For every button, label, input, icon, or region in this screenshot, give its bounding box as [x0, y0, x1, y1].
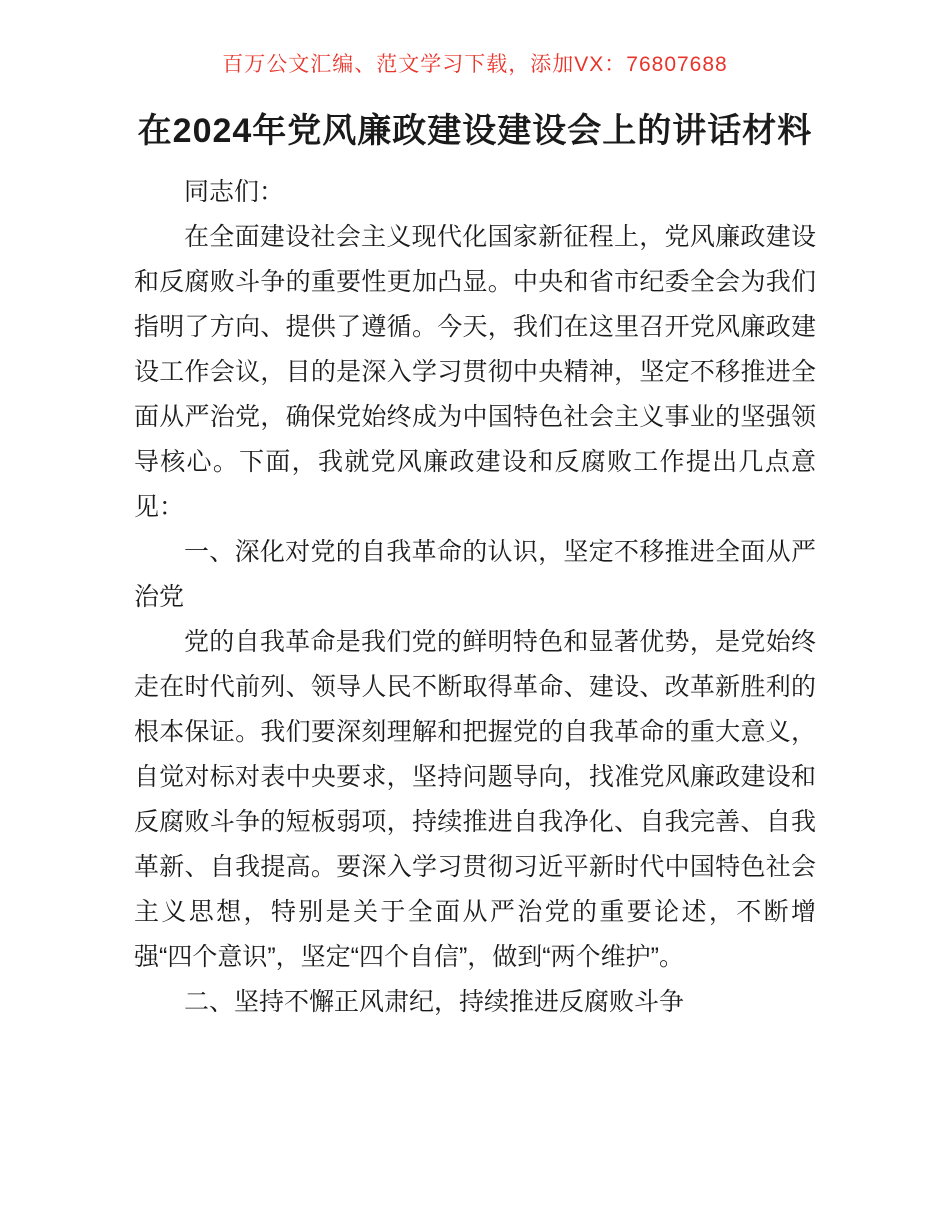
document-title: 在2024年党风廉政建设建设会上的讲话材料 [137, 112, 813, 150]
promo-notice: 百万公文汇编、范文学习下载，添加VX：76807688 [222, 53, 728, 76]
salutation: 同志们： [184, 178, 285, 206]
paragraph-section-1: 党的自我革命是我们党的鲜明特色和显著优势，是党始终走在时代前列、领导人民不断取得革命、建设、改革新胜利的根本保证。我们要深刻理解和把握党的自我革命的重大意义，自觉对标对表中央要求，坚持问题导向，找准党风廉政建设和反腐败斗争的短板弱项，持续推进自我净化、自我完善、自我革新、自我提高。要深入学习贯彻习近平新时代中国特色社会主义思想，特别是关于全面从严治党的重要论述，不断增强“四个意识”，坚定“四个自信”，做到“两个维护”。 [134, 628, 816, 971]
section-heading-2: 二、坚持不懈正风肃纪，持续推进反腐败斗争 [184, 988, 685, 1016]
document-body [134, 170, 816, 1025]
section-heading-1: 一、深化对党的自我革命的认识，坚定不移推进全面从严治党 [134, 538, 816, 611]
paragraph-intro: 在全面建设社会主义现代化国家新征程上，党风廉政建设和反腐败斗争的重要性更加凸显。中央和省市纪委全会为我们指明了方向、提供了遵循。今天，我们在这里召开党风廉政建设工作会议，目的是深入学习贯彻中央精神，坚定不移推进全面从严治党，确保党始终成为中国特色社会主义事业的坚强领导核心。下面，我就党风廉政建设和反腐败工作提出几点意见： [134, 223, 816, 521]
